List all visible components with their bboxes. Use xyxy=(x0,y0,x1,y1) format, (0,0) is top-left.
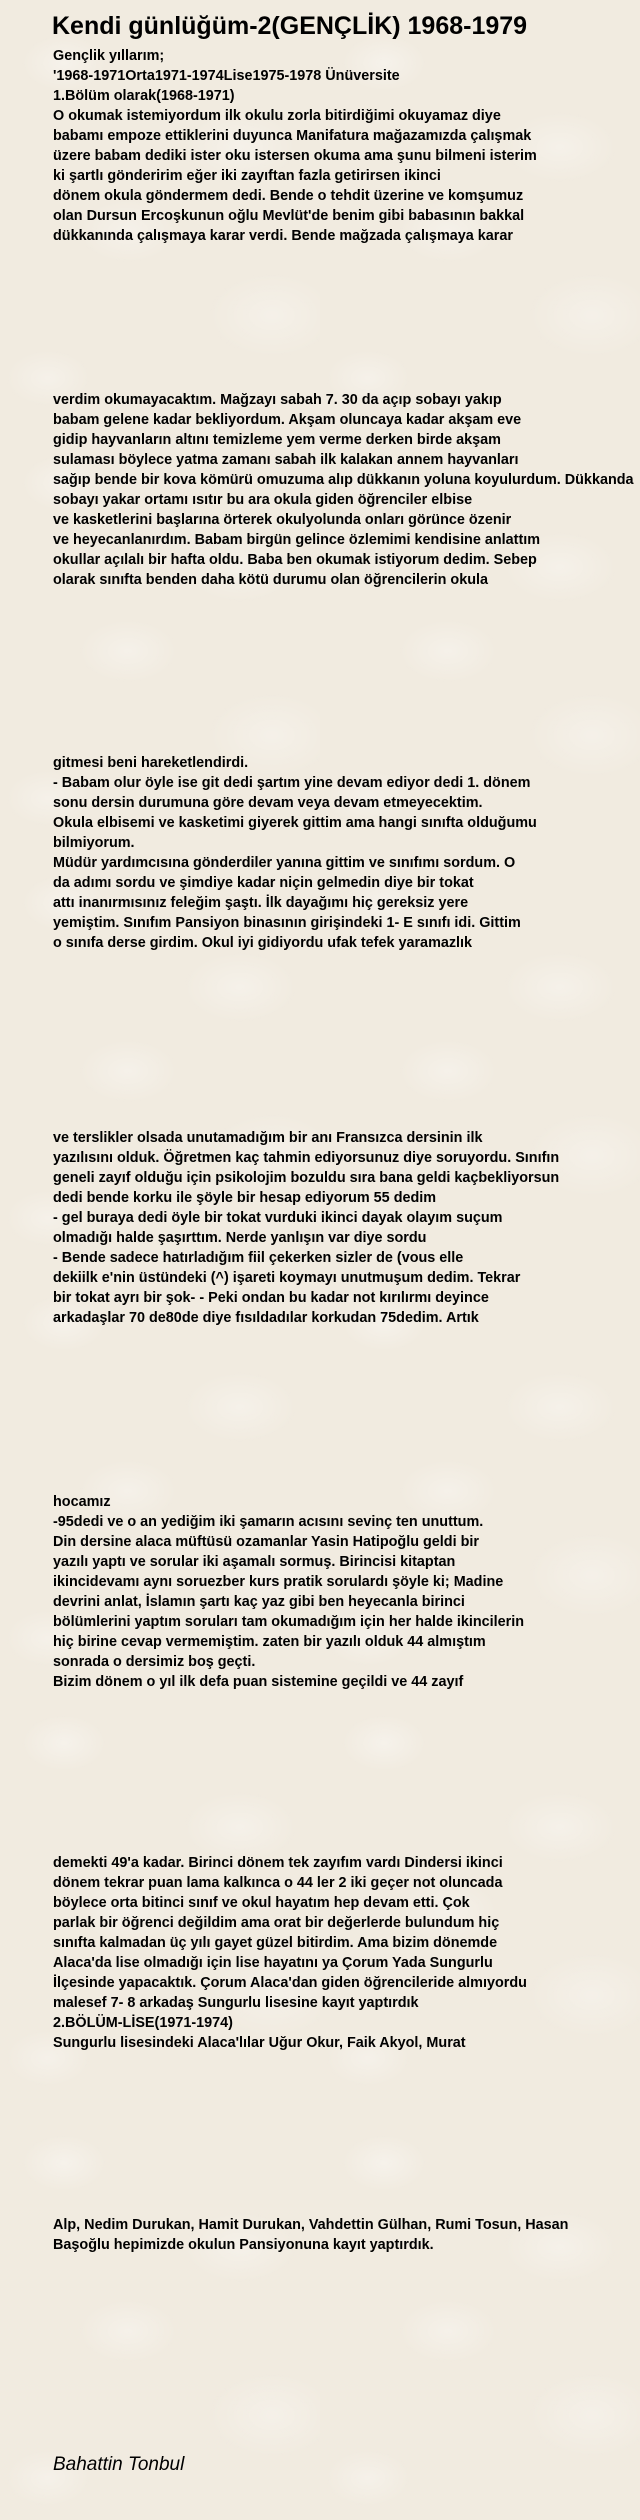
text-line: sağıp bende bir kova kömürü omuzuma alıp dükkanın yoluna koyulurdum. Dükkanda xyxy=(53,472,634,488)
text-line: sınıfta kalmadan üç yılı gayet güzel bitirdim. Ama bizim dönemde xyxy=(53,1935,498,1951)
text-block-7 xyxy=(53,2215,640,2255)
text-line: verdim okumayacaktım. Mağzayı sabah 7. 30 da açıp sobayı yakıp xyxy=(53,392,502,408)
text-line: -95dedi ve o an yediğim iki şamarın acısını sevinç ten unuttum. xyxy=(53,1514,484,1530)
text-line: sonu dersin durumuna göre devam veya devam etmeyecektim. xyxy=(53,795,483,811)
text-line: sulaması böylece yatma zamanı sabah ilk kalakan annem hayvanları xyxy=(53,452,519,468)
text-line: - gel buraya dedi öyle bir tokat vurduki ikinci dayak olayım suçum xyxy=(53,1210,503,1226)
text-line: sonrada o dersimiz boş geçti. xyxy=(53,1654,256,1670)
text-line: bölümlerini yaptım soruları tam okumadığım için her halde ikincilerin xyxy=(53,1614,525,1630)
text-line: İlçesinde yapacaktık. Çorum Alaca'dan giden öğrencileride almıyordu xyxy=(53,1975,527,1991)
text-block-2 xyxy=(53,390,640,590)
text-line: ikincidevamı aynı soruezber kurs pratik sorulardı şöyle ki; Madine xyxy=(53,1574,504,1590)
text-line: - Babam olur öyle ise git dedi şartım yine devam ediyor dedi 1. dönem xyxy=(53,775,531,791)
text-line: babam gelene kadar bekliyordum. Akşam oluncaya kadar akşam eve xyxy=(53,412,522,428)
text-line: '1968-1971Orta1971-1974Lise1975-1978 Ünüversite xyxy=(53,68,400,84)
text-line: o sınıfa derse girdim. Okul iyi gidiyordu ufak tefek yaramazlık xyxy=(53,935,473,951)
text-line: ve kasketlerini başlarına örterek okulyolunda onları görünce özenir xyxy=(53,512,512,528)
text-line: yazılı yaptı ve sorular iki aşamalı sormuş. Birincisi kitaptan xyxy=(53,1554,456,1570)
text-line: bir tokat ayrı bir şok- - Peki ondan bu kadar not kırılırmı deyince xyxy=(53,1290,489,1306)
text-line: - Bende sadece hatırladığım fiil çekerken sizler de (vous elle xyxy=(53,1250,464,1266)
text-line: dükkanında çalışmaya karar verdi. Bende mağzada çalışmaya karar xyxy=(53,228,513,244)
text-line: 1.Bölüm olarak(1968-1971) xyxy=(53,88,235,104)
text-line: ki şartlı gönderirim eğer iki zayıftan fazla getirirsen ikinci xyxy=(53,168,441,184)
text-line: sobayı yakar ortamı ısıtır bu ara okula giden öğrenciler elbise xyxy=(53,492,473,508)
text-line: malesef 7- 8 arkadaş Sungurlu lisesine kayıt yaptırdık xyxy=(53,1995,419,2011)
text-line: hiç birine cevap vermemiştim. zaten bir yazılı olduk 44 almıştım xyxy=(53,1634,486,1650)
text-line: Din dersine alaca müftüsü ozamanlar Yasin Hatipoğlu geldi bir xyxy=(53,1534,479,1550)
text-line: gidip hayvanların altını temizleme yem verme derken birde akşam xyxy=(53,432,501,448)
text-line: olan Dursun Ercoşkunun oğlu Mevlüt'de benim gibi babasının bakkal xyxy=(53,208,525,224)
text-line: 2.BÖLÜM-LİSE(1971-1974) xyxy=(53,2015,233,2031)
text-block-6 xyxy=(53,1853,640,2053)
text-line: Gençlik yıllarım; xyxy=(53,48,165,64)
author-signature: Bahattin Tonbul xyxy=(53,2454,185,2475)
text-line: da adımı sordu ve şimdiye kadar niçin gelmedin diye bir tokat xyxy=(53,875,474,891)
text-line: Müdür yardımcısına gönderdiler yanına gittim ve sınıfımı sordum. O xyxy=(53,855,516,871)
text-line: Okula elbisemi ve kasketimi giyerek gittim ama hangi sınıfta olduğumu xyxy=(53,815,537,831)
text-line: babamı empoze ettiklerini duyunca Manifatura mağazamızda çalışmak xyxy=(53,128,532,144)
page-title: Kendi günlüğüm-2(GENÇLİK) 1968-1979 xyxy=(52,12,528,40)
text-block-4 xyxy=(53,1128,640,1328)
text-block-5 xyxy=(53,1492,640,1692)
text-line: O okumak istemiyordum ilk okulu zorla bitirdiğimi okuyamaz diye xyxy=(53,108,501,124)
text-line: devrini anlat, İslamın şartı kaç yaz gibi ben heyecanla birinci xyxy=(53,1594,465,1610)
text-line: gitmesi beni hareketlendirdi. xyxy=(53,755,249,771)
text-line: parlak bir öğrenci değildim ama orat bir değerlerde bulundum hiç xyxy=(53,1915,500,1931)
text-line: dedi bende korku ile şöyle bir hesap ediyorum 55 dedim xyxy=(53,1190,437,1206)
text-line: demekti 49'a kadar. Birinci dönem tek zayıfım vardı Dindersi ikinci xyxy=(53,1855,503,1871)
text-line: hocamız xyxy=(53,1494,111,1510)
text-line: Alaca'da lise olmadığı için lise hayatını ya Çorum Yada Sungurlu xyxy=(53,1955,493,1971)
text-line: yemiştim. Sınıfım Pansiyon binasının girişindeki 1- E sınıfı idi. Gittim xyxy=(53,915,521,931)
text-line: olmadığı halde şaşırttım. Nerde yanlışın var diye sordu xyxy=(53,1230,427,1246)
text-line: Alp, Nedim Durukan, Hamit Durukan, Vahdettin Gülhan, Rumi Tosun, Hasan xyxy=(53,2217,569,2233)
text-block-1 xyxy=(53,46,640,246)
text-line: geneli zayıf olduğu için psikolojim bozuldu sıra bana geldi kaçbekliyorsun xyxy=(53,1170,560,1186)
text-line: okullar açılalı bir hafta oldu. Baba ben okumak istiyorum dedim. Sebep xyxy=(53,552,537,568)
text-line: Sungurlu lisesindeki Alaca'lılar Uğur Okur, Faik Akyol, Murat xyxy=(53,2035,466,2051)
text-line: dönem tekrar puan lama kalkınca o 44 ler 2 iki geçer not oluncada xyxy=(53,1875,503,1891)
text-line: dekiilk e'nin üstündeki (^) işareti koymayı unutmuşum dedim. Tekrar xyxy=(53,1270,521,1286)
text-line: böylece orta bitinci sınıf ve okul hayatım hep devam etti. Çok xyxy=(53,1895,470,1911)
text-line: Bizim dönem o yıl ilk defa puan sistemine geçildi ve 44 zayıf xyxy=(53,1674,464,1690)
text-line: yazılısını olduk. Öğretmen kaç tahmin ediyorsunuz diye soruyordu. Sınıfın xyxy=(53,1150,560,1166)
text-block-3 xyxy=(53,753,640,953)
text-line: arkadaşlar 70 de80de diye fısıldadılar korkudan 75dedim. Artık xyxy=(53,1310,479,1326)
text-line: üzere babam dediki ister oku istersen okuma ama şunu bilmeni isterim xyxy=(53,148,537,164)
text-line: Başoğlu hepimizde okulun Pansiyonuna kayıt yaptırdık. xyxy=(53,2237,434,2253)
text-line: attı inanırmısınız feleğim şaştı. İlk dayağımı hiç gereksiz yere xyxy=(53,895,469,911)
text-line: dönem okula göndermem dedi. Bende o tehdit üzerine ve komşumuz xyxy=(53,188,524,204)
text-line: ve terslikler olsada unutamadığım bir anı Fransızca dersinin ilk xyxy=(53,1130,483,1146)
text-line: ve heyecanlanırdım. Babam birgün gelince özlemimi kendisine anlattım xyxy=(53,532,541,548)
text-line: olarak sınıfta benden daha kötü durumu olan öğrencilerin okula xyxy=(53,572,488,588)
text-line: bilmiyorum. xyxy=(53,835,135,851)
